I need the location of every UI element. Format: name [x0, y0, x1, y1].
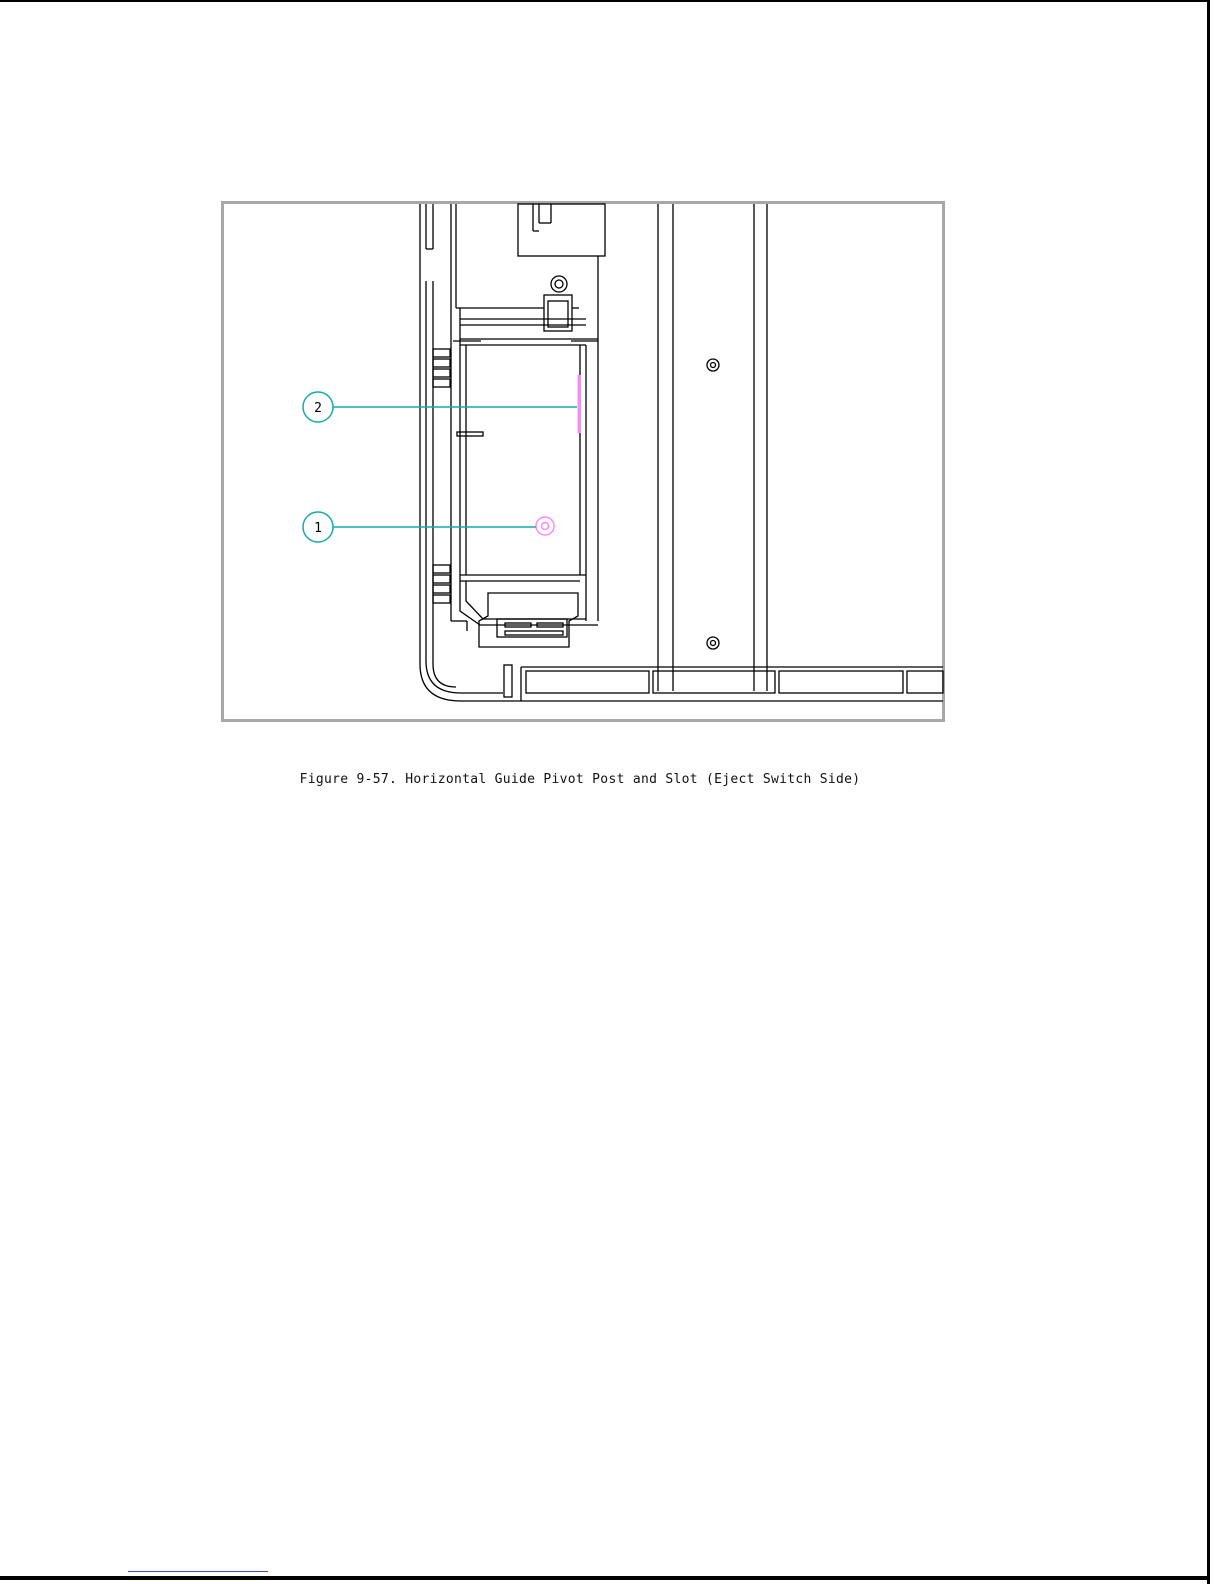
figure-frame: [223, 203, 944, 721]
technical-drawing: [221, 201, 945, 722]
page-border-bottom: [0, 1576, 1210, 1580]
callout-1-label: 1: [314, 521, 322, 536]
figure-caption: Figure 9-57. Horizontal Guide Pivot Post and Slot (Eject Switch Side): [299, 772, 861, 787]
callout-2-label: 2: [314, 401, 322, 416]
footer-link-underline[interactable]: [128, 1571, 268, 1572]
pivot-post-highlight-inner: [542, 523, 549, 530]
drawing-canvas: [221, 201, 945, 722]
pivot-post-highlight: [536, 517, 554, 535]
callout-2: [303, 392, 577, 422]
page-border-right: [1207, 0, 1210, 1584]
housing-outline: [420, 204, 943, 701]
page-border-top: [0, 0, 1210, 2]
